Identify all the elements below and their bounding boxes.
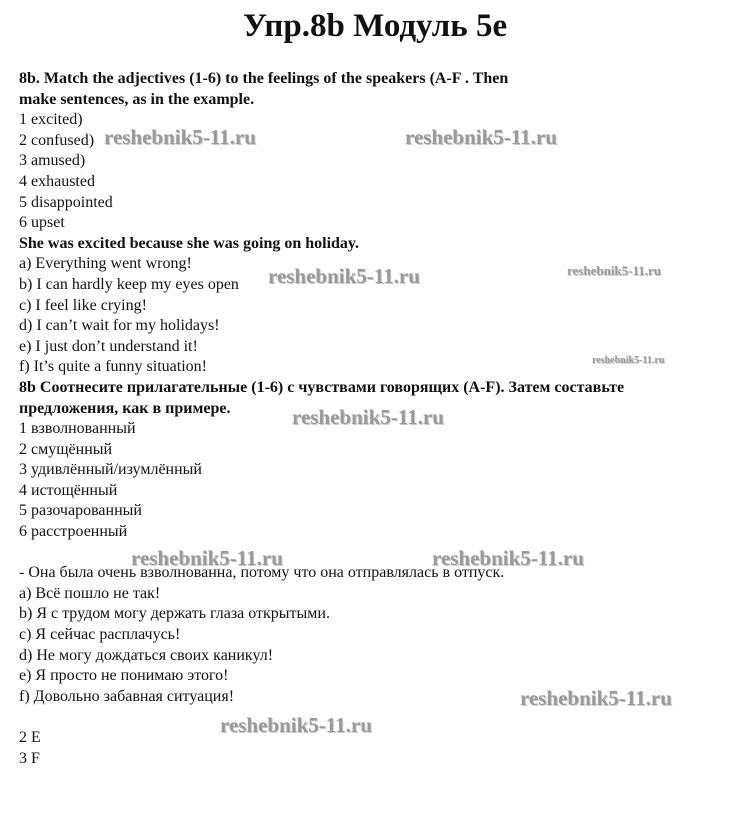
- russian-example: - Она была очень взволнованна, потому что она отправлялась в отпуск.: [19, 564, 505, 582]
- english-adjective-6: 6 upset: [19, 214, 65, 232]
- russian-feeling-e: e) Я просто не понимаю этого!: [19, 667, 229, 685]
- watermark: reshebnik5-11.ru: [292, 405, 444, 429]
- watermark: reshebnik5-11.ru: [268, 264, 420, 288]
- watermark: reshebnik5-11.ru: [104, 125, 256, 149]
- english-feeling-b: b) I can hardly keep my eyes open: [19, 275, 239, 293]
- english-feeling-c: c) I feel like crying!: [19, 296, 147, 314]
- english-feeling-e: e) I just don’t understand it!: [19, 337, 198, 355]
- watermark: reshebnik5-11.ru: [432, 546, 584, 570]
- watermark: reshebnik5-11.ru: [405, 125, 557, 149]
- english-feeling-f: f) It’s quite a funny situation!: [19, 358, 207, 376]
- english-instruction-line-2: make sentences, as in the example.: [19, 90, 255, 108]
- russian-adjective-4: 4 истощённый: [19, 481, 118, 499]
- russian-feeling-b: b) Я с трудом могу держать глаза открытыми.: [19, 605, 330, 623]
- russian-adjective-5: 5 разочарованный: [19, 502, 142, 520]
- russian-adjective-6: 6 расстроенный: [19, 523, 128, 541]
- watermark: reshebnik5-11.ru: [131, 546, 283, 570]
- watermark: reshebnik5-11.ru: [567, 263, 662, 278]
- answer-1: 2 E: [19, 729, 41, 746]
- russian-feeling-d: d) Не могу дождаться своих каникул!: [19, 646, 274, 664]
- russian-adjective-1: 1 взволнованный: [19, 420, 136, 438]
- english-adjective-3: 3 amused): [19, 152, 86, 170]
- english-adjective-5: 5 disappointed: [19, 193, 113, 211]
- russian-adjective-2: 2 смущённый: [19, 440, 113, 458]
- page-title: Упр.8b Модуль 5е: [242, 8, 508, 44]
- english-instruction-line-1: 8b. Match the adjectives (1-6) to the feelings of the speakers (A-F . Then: [19, 70, 509, 87]
- english-adjective-2: 2 confused): [19, 131, 95, 149]
- answer-2: 3 F: [19, 749, 40, 767]
- english-example: She was excited because she was going on holiday.: [19, 234, 360, 252]
- russian-feeling-f: f) Довольно забавная ситуация!: [19, 687, 235, 705]
- russian-feeling-c: c) Я сейчас расплачусь!: [19, 626, 181, 644]
- russian-instruction-line-2: предложения, как в примере.: [19, 399, 231, 417]
- english-adjective-4: 4 exhausted: [19, 172, 95, 190]
- russian-adjective-3: 3 удивлённый/изумлённый: [19, 461, 202, 479]
- english-adjective-1: 1 excited): [19, 111, 83, 129]
- russian-instruction-line-1: 8b Соотнесите прилагательные (1-6) с чувствами говорящих (A-F). Затем составьте: [19, 378, 625, 396]
- watermark: reshebnik5-11.ru: [220, 713, 372, 737]
- russian-feeling-a: a) Всё пошло не так!: [19, 584, 161, 602]
- english-feeling-d: d) I can’t wait for my holidays!: [19, 317, 220, 335]
- english-feeling-a: a) Everything went wrong!: [19, 255, 192, 273]
- spacer: [19, 543, 739, 564]
- watermark: reshebnik5-11.ru: [592, 355, 665, 366]
- watermark: reshebnik5-11.ru: [520, 686, 672, 710]
